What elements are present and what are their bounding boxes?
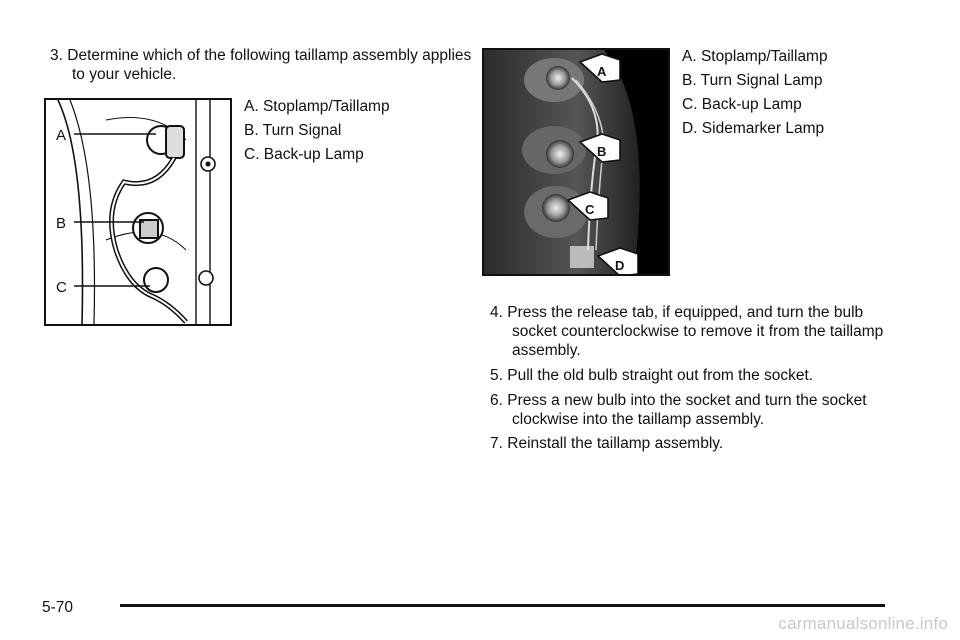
callout-a: A: [597, 64, 607, 79]
step-number: 5.: [490, 367, 503, 384]
step-number: 3.: [50, 47, 63, 64]
step-5: [490, 366, 887, 385]
callout-b: B: [597, 144, 607, 159]
step-number: 4.: [490, 304, 503, 321]
legend-item: C. Back-up Lamp: [244, 146, 364, 163]
step-6: [490, 391, 912, 429]
legend-item: A. Stoplamp/Taillamp: [244, 98, 390, 115]
step-4: [490, 303, 887, 360]
step-number: 7.: [490, 435, 503, 452]
legend-item: B. Turn Signal Lamp: [682, 72, 823, 89]
legend-item: A. Stoplamp/Taillamp: [682, 48, 828, 65]
step-text: Press a new bulb into the socket and turn the socket clockwise into the taillamp assembly.: [507, 392, 867, 428]
callout-a: A: [56, 127, 67, 144]
footer-rule: [120, 604, 885, 607]
callout-c: C: [56, 279, 67, 296]
step-number: 6.: [490, 392, 503, 409]
callout-b: B: [56, 215, 67, 232]
callout-c: C: [585, 202, 595, 217]
legend-item: D. Sidemarker Lamp: [682, 120, 825, 137]
step-text: Determine which of the following taillamp assembly applies to your vehicle.: [67, 47, 472, 83]
watermark: carmanualsonline.info: [778, 614, 948, 633]
taillamp-diagram-1: [44, 98, 232, 326]
step-3: [50, 46, 472, 84]
taillamp-photo-2: [482, 48, 670, 276]
step-text: Reinstall the taillamp assembly.: [507, 435, 724, 452]
step-text: Pull the old bulb straight out from the socket.: [507, 367, 814, 384]
page-number: 5-70: [42, 599, 74, 616]
step-text: Press the release tab, if equipped, and turn the bulb socket counterclockwise to remove it from the taillamp assembly.: [507, 304, 884, 359]
legend-item: B. Turn Signal: [244, 122, 342, 139]
callout-d: D: [615, 258, 625, 273]
step-7: [490, 434, 887, 453]
legend-item: C. Back-up Lamp: [682, 96, 802, 113]
taillamp-image-2: [484, 50, 668, 274]
taillamp-drawing-1: [46, 100, 230, 324]
